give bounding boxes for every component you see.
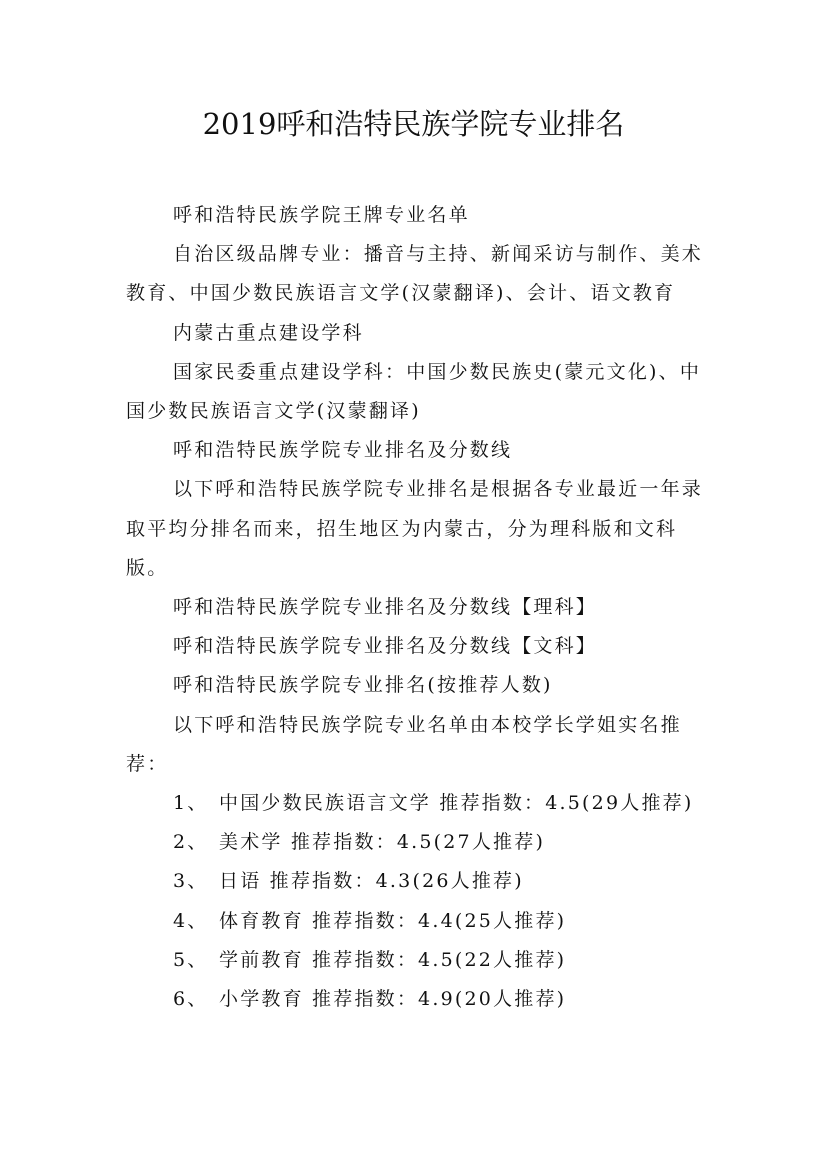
ranking-number: 4、 [173,909,209,932]
ranking-text: 小学教育 推荐指数：4.9(20人推荐) [219,988,567,1011]
ranking-item [126,823,704,862]
ranking-number: 1、 [173,792,209,815]
paragraph-recommend-ranking-heading: 呼和浩特民族学院专业排名(按推荐人数) [173,674,553,697]
paragraph-trump-majors-heading: 呼和浩特民族学院王牌专业名单 [173,204,470,226]
ranking-text: 美术学 推荐指数：4.5(27人推荐) [219,831,546,854]
ranking-text: 日语 推荐指数：4.3(26人推荐) [219,870,524,893]
paragraph-key-disciplines-heading: 内蒙古重点建设学科 [173,321,364,344]
ranking-number: 2、 [173,831,209,854]
ranking-number: 6、 [173,988,209,1011]
document-title: 2019呼和浩特民族学院专业排名 [202,107,625,141]
ranking-text: 体育教育 推荐指数：4.4(25人推荐) [219,909,567,932]
ranking-text: 学前教育 推荐指数：4.5(22人推荐) [219,948,567,971]
paragraph-science-ranking: 呼和浩特民族学院专业排名及分数线【理科】 [173,596,598,619]
document-body [126,196,704,1019]
ranking-item [126,980,704,1019]
ranking-item [126,941,704,980]
ranking-item [126,862,704,901]
paragraph-brand-majors: 自治区级品牌专业：播音与主持、新闻采访与制作、美术教育、中国少数民族语言文学(汉蒙翻译)、会计、语文教育 [126,243,704,305]
ranking-text: 中国少数民族语言文学 推荐指数：4.5(29人推荐) [219,792,694,815]
ranking-number: 5、 [173,948,209,971]
ranking-item [126,902,704,941]
paragraph-national-key-disciplines: 国家民委重点建设学科：中国少数民族史(蒙元文化)、中国少数民族语言文学(汉蒙翻译) [126,360,702,423]
paragraph-recommend-intro: 以下呼和浩特民族学院专业名单由本校学长学姐实名推荐： [126,713,682,775]
paragraph-arts-ranking: 呼和浩特民族学院专业排名及分数线【文科】 [173,635,598,658]
paragraph-ranking-score-heading: 呼和浩特民族学院专业排名及分数线 [173,439,513,462]
ranking-item [126,784,704,823]
paragraph-ranking-explanation: 以下呼和浩特民族学院专业排名是根据各专业最近一年录取平均分排名而来，招生地区为内蒙古，分为理科版和文科版。 [126,478,704,579]
ranking-number: 3、 [173,870,209,893]
